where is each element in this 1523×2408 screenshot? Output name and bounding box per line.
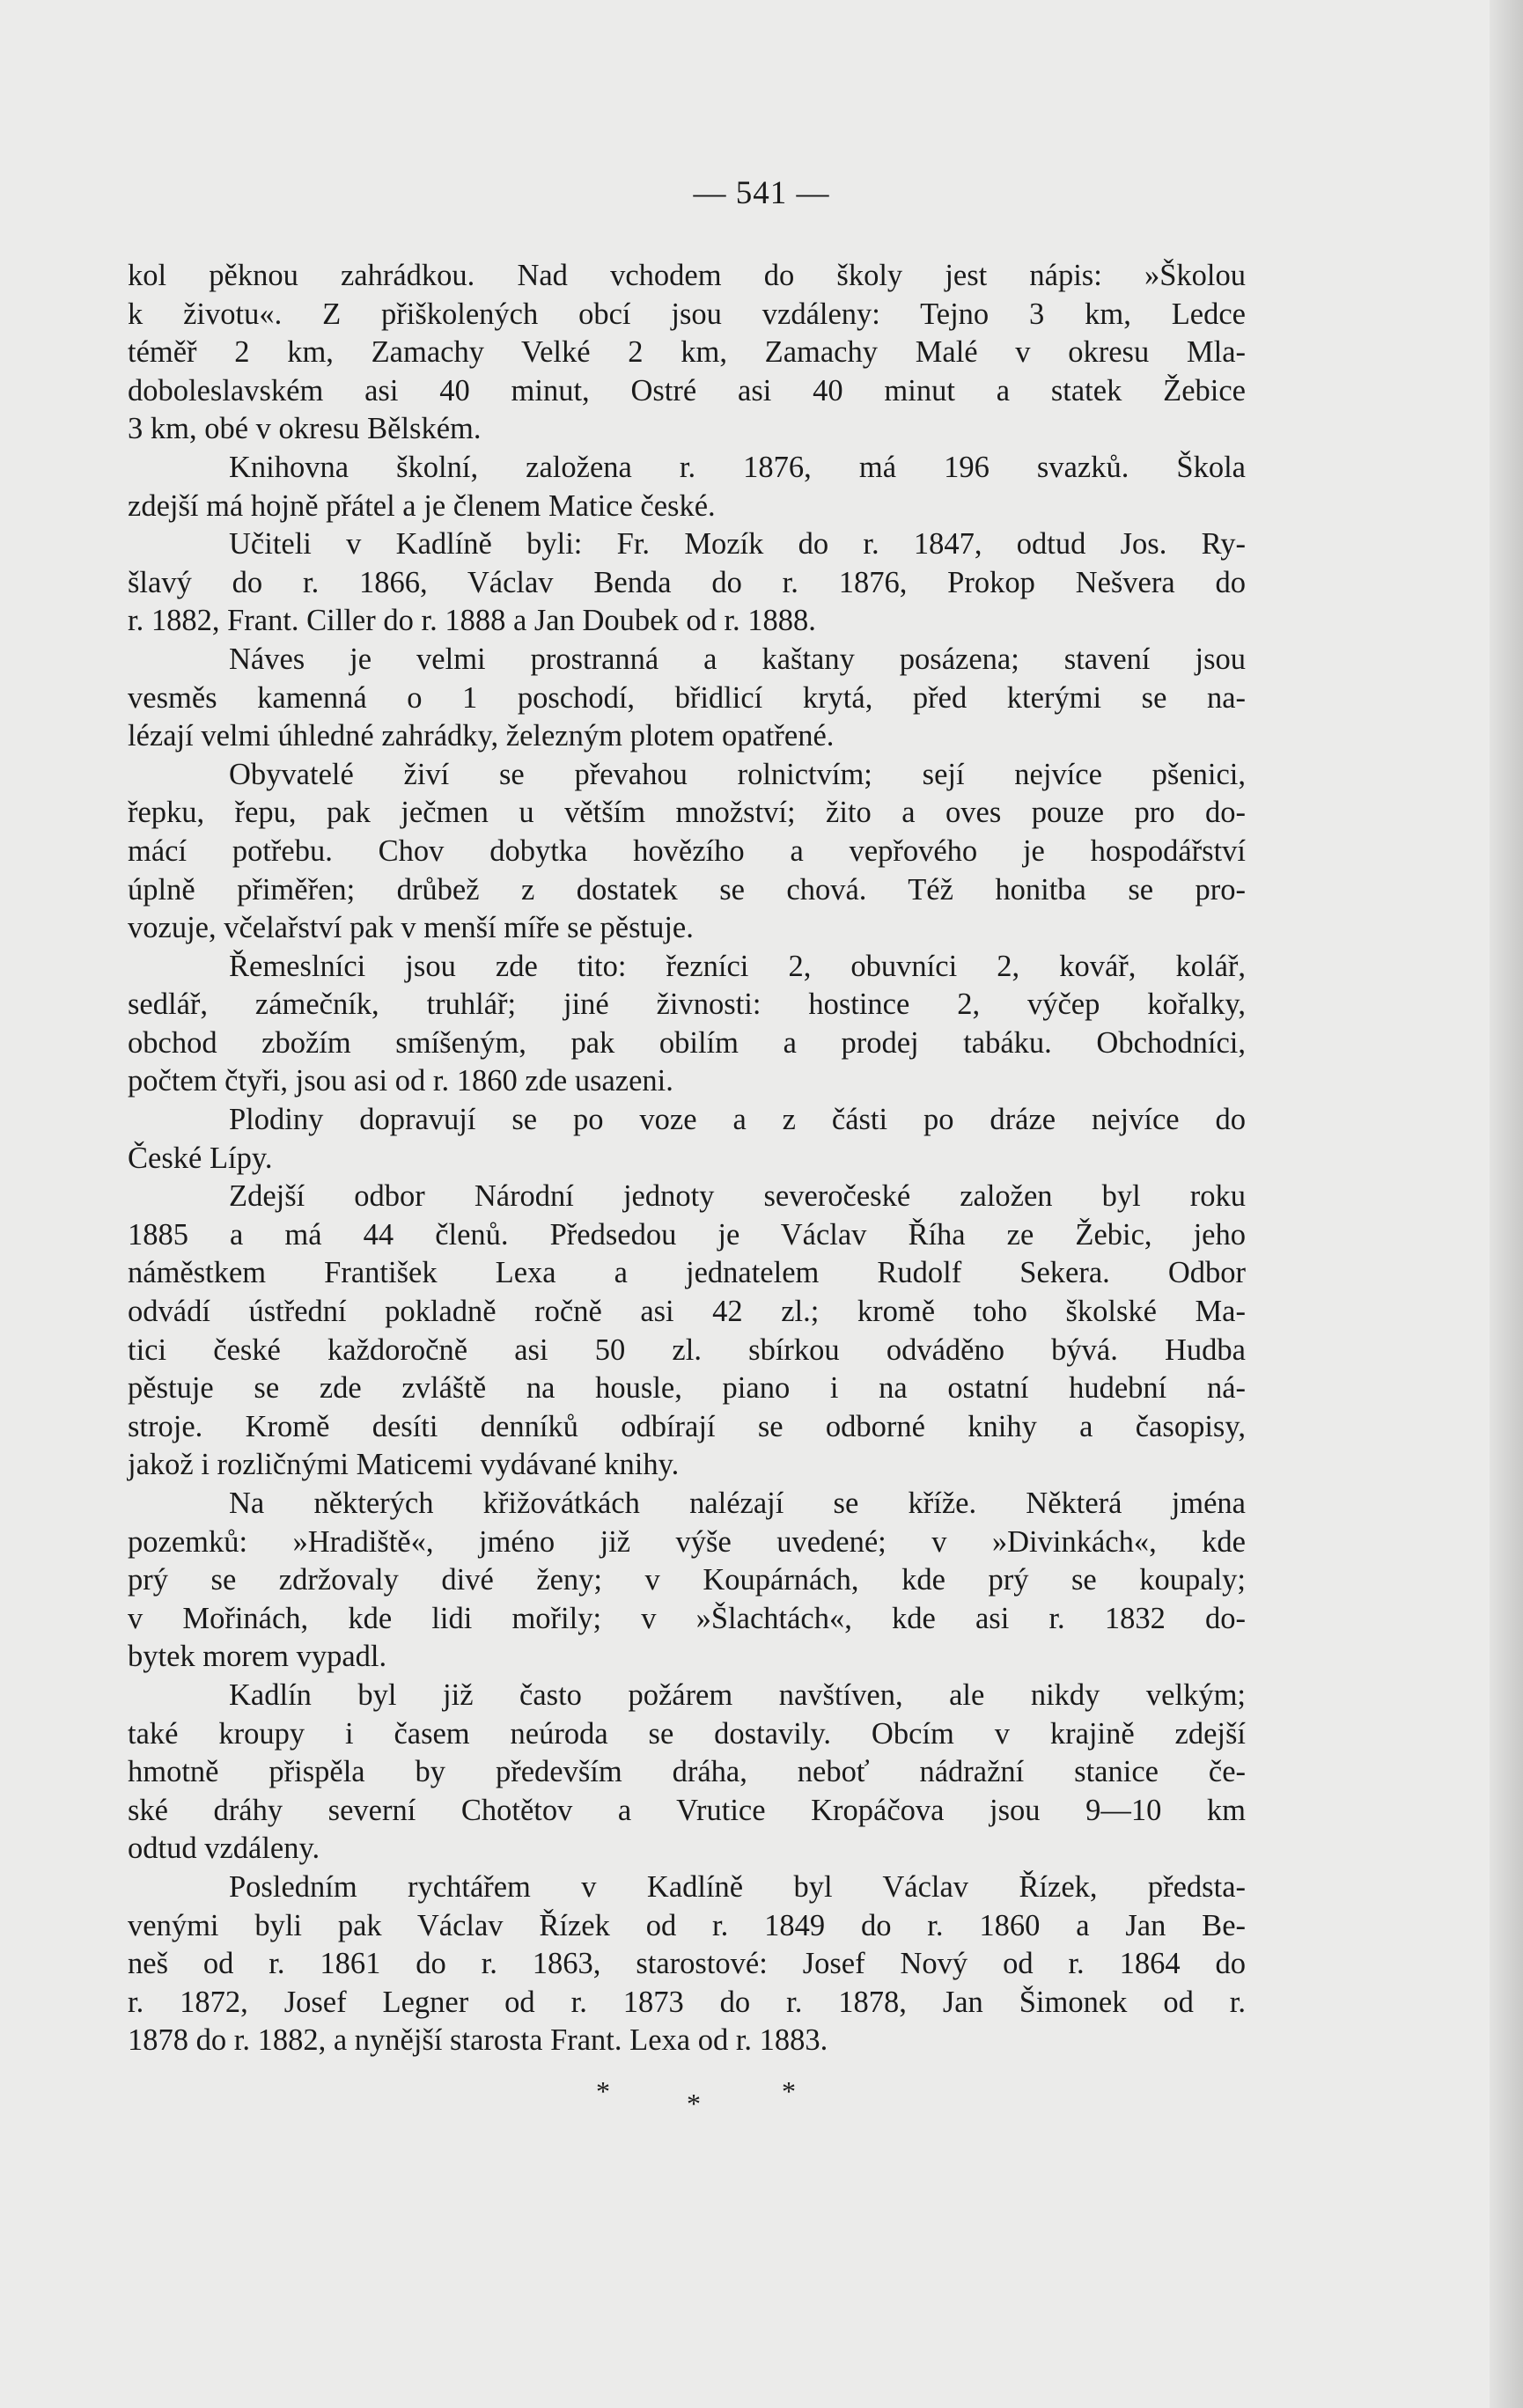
text-line: Kadlín byl již často požárem navštíven, ale nikdy velkým;	[229, 1678, 1246, 1712]
text-line: počtem čtyři, jsou asi od r. 1860 zde usazeni.	[128, 1064, 673, 1098]
scan-page-edge	[1490, 0, 1523, 2408]
text-line: řepku, řepu, pak ječmen u větším množství; žito a oves pouze pro do-	[128, 796, 1246, 830]
text-line: obchod zbožím smíšeným, pak obilím a prodej tabáku. Obchodníci,	[128, 1025, 1246, 1060]
text-line: r. 1882, Frant. Ciller do r. 1888 a Jan Doubek od r. 1888.	[128, 604, 816, 638]
text-line: Učiteli v Kadlíně byli: Fr. Mozík do r. 1847, odtud Jos. Ry-	[229, 527, 1246, 562]
text-line: téměř 2 km, Zamachy Velké 2 km, Zamachy Malé v okresu Mla-	[128, 335, 1246, 370]
text-line: hmotně přispěla by především dráha, neboť nádražní stanice če-	[128, 1755, 1246, 1789]
text-line: r. 1872, Josef Legner od r. 1873 do r. 1878, Jan Šimonek od r.	[128, 1985, 1246, 2019]
text-line: šlavý do r. 1866, Václav Benda do r. 1876, Prokop Nešvera do	[128, 565, 1246, 599]
text-line: mácí potřebu. Chov dobytka hovězího a vepřového je hospodářství	[128, 833, 1246, 868]
text-line: lézají velmi úhledné zahrádky, železným plotem opatřené.	[128, 719, 835, 753]
text-line: náměstkem František Lexa a jednatelem Rudolf Sekera. Odbor	[128, 1256, 1246, 1290]
text-line: pozemků: »Hradiště«, jméno již výše uvedené; v »Divinkách«, kde	[128, 1524, 1246, 1559]
text-line: Zdejší odbor Národní jednoty severočeské založen byl roku	[229, 1179, 1246, 1214]
text-line: Řemeslníci jsou zde tito: řezníci 2, obuvníci 2, kovář, kolář,	[229, 949, 1246, 983]
text-line: prý se zdržovaly divé ženy; v Koupárnách, kde prý se koupaly;	[128, 1563, 1246, 1597]
text-line: neš od r. 1861 do r. 1863, starostové: Josef Nový od r. 1864 do	[128, 1947, 1246, 1981]
text-line: stroje. Kromě desíti denníků odbírají se odborné knihy a časopisy,	[128, 1409, 1246, 1443]
text-line: 3 km, obé v okresu Bělském.	[128, 412, 482, 446]
text-line: Náves je velmi prostranná a kaštany posázena; stavení jsou	[229, 642, 1246, 676]
separator-star: *	[782, 2075, 796, 2107]
text-line: kol pěknou zahrádkou. Nad vchodem do školy jest nápis: »Školou	[128, 259, 1246, 292]
text-line: pěstuje se zde zvláště na housle, piano i na ostatní hudební ná-	[128, 1371, 1246, 1406]
text-line: Obyvatelé živí se převahou rolnictvím; sejí nejvíce pšenici,	[229, 757, 1246, 791]
separator-star: *	[596, 2075, 610, 2107]
text-line: 1885 a má 44 členů. Předsedou je Václav Říha ze Žebic, jeho	[128, 1217, 1246, 1252]
text-line: České Lípy.	[128, 1141, 273, 1175]
text-line: venými byli pak Václav Řízek od r. 1849 do r. 1860 a Jan Be-	[128, 1908, 1246, 1942]
text-line: Posledním rychtářem v Kadlíně byl Václav Řízek, předsta-	[229, 1869, 1246, 1904]
text-line: také kroupy i časem neúroda se dostavily. Obcím v krajině zdejší	[128, 1716, 1246, 1751]
text-line: vesměs kamenná o 1 poschodí, břidlicí krytá, před kterými se na-	[128, 680, 1246, 715]
separator-star: *	[687, 2088, 701, 2119]
text-line: vozuje, včelařství pak v menší míře se pěstuje.	[128, 911, 694, 945]
text-line: odvádí ústřední pokladně ročně asi 42 zl.; kromě toho školské Ma-	[128, 1295, 1246, 1329]
text-line: zdejší má hojně přátel a je členem Matice české.	[128, 488, 716, 523]
text-line: sedlář, zámečník, truhlář; jiné živnosti: hostince 2, výčep kořalky,	[128, 987, 1246, 1022]
text-line: Knihovna školní, založena r. 1876, má 196 svazků. Škola	[229, 450, 1246, 484]
text-line: odtud vzdáleny.	[128, 1832, 320, 1866]
text-line: Na některých křižovátkách nalézají se kříže. Některá jména	[229, 1487, 1246, 1520]
body-text	[128, 257, 1246, 2060]
section-separator	[0, 2075, 1523, 2119]
text-line: doboleslavském asi 40 minut, Ostré asi 40 minut a statek Žebice	[128, 373, 1246, 407]
text-line: v Mořinách, kde lidi mořily; v »Šlachtách«, kde asi r. 1832 do-	[128, 1601, 1246, 1635]
text-line: tici české každoročně asi 50 zl. sbírkou odváděno bývá. Hudba	[128, 1332, 1246, 1367]
text-line: jakož i rozličnými Maticemi vydávané knihy.	[128, 1448, 680, 1482]
page-number: — 541 —	[693, 175, 830, 211]
text-line: ské dráhy severní Chotětov a Vrutice Kropáčova jsou 9—10 km	[128, 1793, 1246, 1827]
text-line: Plodiny dopravují se po voze a z části po dráze nejvíce do	[229, 1103, 1246, 1137]
text-line: 1878 do r. 1882, a nynější starosta Frant. Lexa od r. 1883.	[128, 2023, 828, 2058]
text-line: úplně přiměřen; drůbež z dostatek se chová. Též honitba se pro-	[128, 872, 1246, 907]
text-line: bytek morem vypadl.	[128, 1640, 387, 1674]
text-line: k životu«. Z přiškolených obcí jsou vzdáleny: Tejno 3 km, Ledce	[128, 297, 1246, 331]
